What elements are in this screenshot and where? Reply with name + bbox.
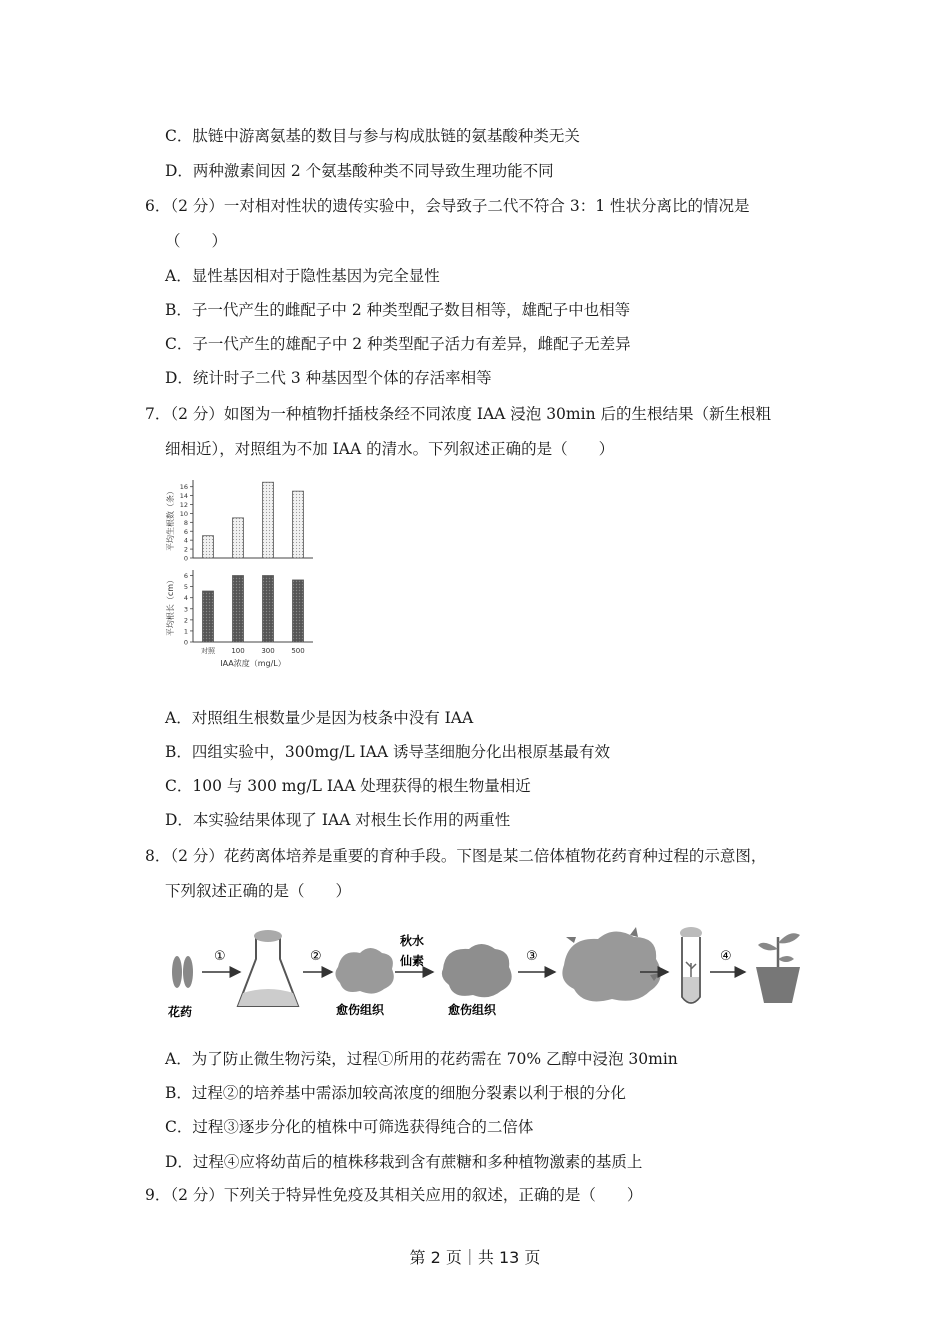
q8-option-c: C．过程③逐步分化的植株中可筛选获得纯合的二倍体 bbox=[165, 1118, 534, 1136]
y-tick-label: 4 bbox=[183, 594, 188, 603]
q7-stem-cont: 细相近），对照组为不加 IAA 的清水。下列叙述正确的是（ ） bbox=[165, 440, 615, 458]
q8-stem-cont: 下列叙述正确的是（ ） bbox=[165, 882, 352, 900]
y-axis-label: 平均根长（cm） bbox=[166, 575, 175, 637]
colchicine-label-2: 仙素 bbox=[400, 954, 425, 968]
page-footer: 第 2 页｜共 13 页 bbox=[409, 1248, 541, 1267]
q8-option-a: A．为了防止微生物污染，过程①所用的花药需在 70% 乙醇中浸泡 30min bbox=[165, 1050, 678, 1068]
bar-100 bbox=[233, 576, 244, 642]
potted-plant-icon bbox=[756, 933, 800, 1003]
y-tick-label: 2 bbox=[183, 545, 188, 554]
bar-对照 bbox=[203, 536, 214, 558]
step-3-label: ③ bbox=[526, 949, 538, 964]
q9-stem: 9．（2 分）下列关于特异性免疫及其相关应用的叙述，正确的是（ ） bbox=[145, 1186, 643, 1204]
q5-option-c: C．肽链中游离氨基的数目与参与构成肽链的氨基酸种类无关 bbox=[165, 127, 580, 145]
q7-option-a: A．对照组生根数量少是因为枝条中没有 IAA bbox=[165, 709, 474, 727]
iaa-bar-chart bbox=[163, 472, 323, 672]
flask-icon bbox=[238, 930, 298, 1006]
y-tick-label: 5 bbox=[183, 583, 188, 592]
category-label: 100 bbox=[231, 647, 245, 655]
q6-option-d: D．统计时子二代 3 种基因型个体的存活率相等 bbox=[165, 369, 492, 387]
y-tick-label: 14 bbox=[179, 492, 188, 501]
y-tick-label: 8 bbox=[183, 518, 188, 527]
y-tick-label: 12 bbox=[179, 501, 188, 510]
q7-option-b: B．四组实验中，300mg/L IAA 诱导茎细胞分化出根原基最有效 bbox=[165, 743, 610, 761]
bar-500 bbox=[293, 580, 304, 642]
q7-stem: 7．（2 分）如图为一种植物扦插枝条经不同浓度 IAA 浸泡 30min 后的生根结果（新生根粗 bbox=[145, 405, 771, 423]
q7-option-c: C．100 与 300 mg/L IAA 处理获得的根生物量相近 bbox=[165, 777, 531, 795]
bar-300 bbox=[263, 576, 274, 642]
bar-500 bbox=[293, 491, 304, 558]
q6-option-c: C．子一代产生的雄配子中 2 种类型配子活力有差异，雌配子无差异 bbox=[165, 335, 631, 353]
category-label: 500 bbox=[291, 647, 305, 655]
q8-option-b: B．过程②的培养基中需添加较高浓度的细胞分裂素以利于根的分化 bbox=[165, 1084, 626, 1102]
anther-culture-diagram bbox=[160, 915, 820, 1030]
q8-stem: 8．（2 分）花药离体培养是重要的育种手段。下图是某二倍体植物花药育种过程的示意图， bbox=[145, 847, 767, 865]
y-tick-label: 6 bbox=[183, 527, 188, 536]
callus-1-label: 愈伤组织 bbox=[336, 1003, 385, 1017]
step-1-label: ① bbox=[214, 949, 226, 964]
q5-option-d: D．两种激素间因 2 个氨基酸种类不同导致生理功能不同 bbox=[165, 162, 554, 180]
q8-option-d: D．过程④应将幼苗后的植株移栽到含有蔗糖和多种植物激素的基质上 bbox=[165, 1153, 643, 1171]
bar-100 bbox=[233, 518, 244, 558]
q6-option-a: A．显性基因相对于隐性基因为完全显性 bbox=[165, 267, 440, 285]
category-label: 对照 bbox=[201, 647, 215, 655]
bar-300 bbox=[263, 482, 274, 558]
anther-label: 花药 bbox=[168, 1005, 193, 1019]
y-tick-label: 16 bbox=[179, 483, 188, 492]
y-tick-label: 0 bbox=[183, 554, 188, 563]
category-label: 300 bbox=[261, 647, 275, 655]
step-4-label: ④ bbox=[720, 949, 732, 964]
q6-stem-cont: （ ） bbox=[165, 232, 228, 250]
q6-option-b: B．子一代产生的雌配子中 2 种类型配子数目相等，雄配子中也相等 bbox=[165, 301, 631, 319]
y-tick-label: 6 bbox=[183, 572, 188, 581]
y-tick-label: 10 bbox=[179, 509, 188, 518]
bar-对照 bbox=[203, 591, 214, 642]
callus-1-shape bbox=[335, 948, 393, 994]
y-tick-label: 1 bbox=[183, 627, 188, 636]
callus-2-label: 愈伤组织 bbox=[448, 1003, 497, 1017]
step-2-label: ② bbox=[310, 949, 322, 964]
colchicine-label-1: 秋水 bbox=[400, 934, 425, 948]
y-axis-label: 平均生根数（条） bbox=[166, 487, 175, 551]
y-tick-label: 4 bbox=[183, 536, 188, 545]
callus-2-shape bbox=[442, 944, 512, 997]
y-tick-label: 3 bbox=[183, 605, 188, 614]
y-tick-label: 0 bbox=[183, 638, 188, 647]
y-tick-label: 2 bbox=[183, 616, 188, 625]
x-axis-label: IAA浓度（mg/L） bbox=[220, 659, 286, 668]
q7-option-d: D．本实验结果体现了 IAA 对根生长作用的两重性 bbox=[165, 811, 511, 829]
differentiated-plantlet-shape bbox=[562, 931, 660, 1001]
anther-shape bbox=[172, 956, 193, 988]
q6-stem: 6．（2 分）一对相对性状的遗传实验中，会导致子二代不符合 3：1 性状分离比的情况是 bbox=[145, 197, 750, 215]
test-tube-icon bbox=[680, 927, 702, 1003]
